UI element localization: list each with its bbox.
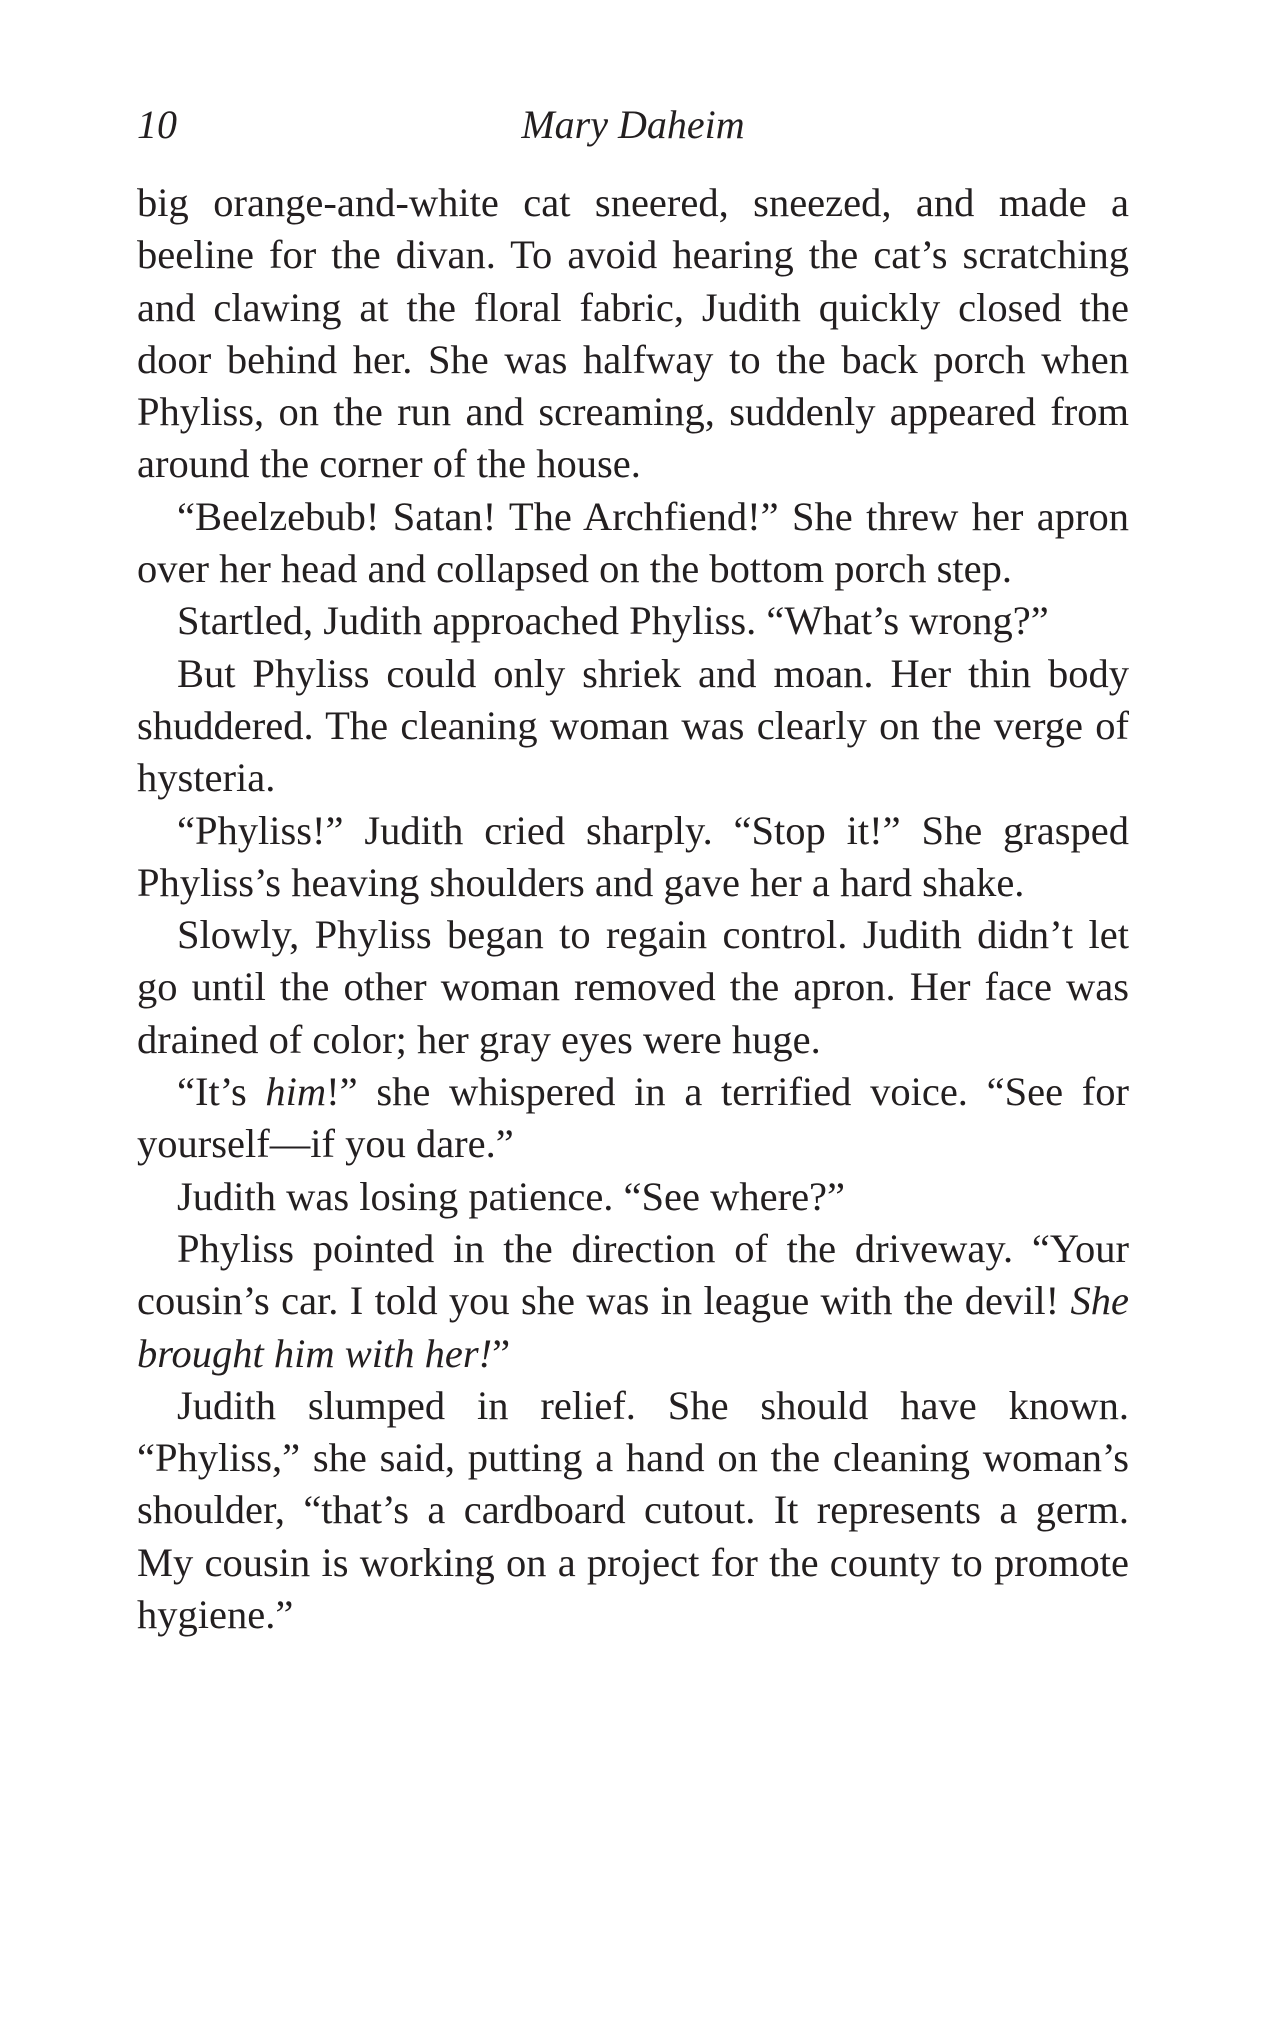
paragraph: Startled, Judith approached Phyliss. “What’s wrong?” <box>177 598 1049 644</box>
body-text <box>137 177 1129 1641</box>
paragraph: But Phyliss could only shriek and moan. Her thin body shuddered. The cleaning woman was clearly on the verge of hysteria. <box>137 650 1129 801</box>
paragraph: Judith was losing patience. “See where?” <box>177 1173 846 1219</box>
paragraph: Judith slumped in relief. She should have known. “Phyliss,” she said, putting a hand on the cleaning woman’s shoulder, “that’s a cardboard cutout. It represents a germ. My cousin is working on a project for the county to promote hygiene.” <box>137 1382 1129 1638</box>
italic-emphasis: him <box>265 1069 327 1115</box>
paragraph: “Phyliss!” Judith cried sharply. “Stop it!” She grasped Phyliss’s heaving shoulders and gave her a hard shake. <box>137 807 1129 905</box>
paragraph-text: Phyliss pointed in the direction of the driveway. “Your cousin’s car. I told you she was in league with the devil! <box>137 1225 1129 1324</box>
paragraph-text: “It’s <box>177 1069 266 1115</box>
paragraph-text: !” she whispered in a terrified voice. “See for yourself—if you dare.” <box>137 1069 1129 1167</box>
paragraph: Slowly, Phyliss began to regain control. Judith didn’t let go until the other woman removed the apron. Her face was drained of color; her gray eyes were huge. <box>137 912 1129 1062</box>
paragraph <box>137 1223 1129 1380</box>
running-header <box>137 95 1129 155</box>
italic-emphasis: She brought him with her! <box>137 1278 1129 1376</box>
author-name: Mary Daheim <box>521 102 745 147</box>
book-page <box>137 95 1129 1641</box>
paragraph-text: ” <box>492 1330 511 1376</box>
paragraph <box>137 1066 1129 1171</box>
paragraph: “Beelzebub! Satan! The Archfiend!” She threw her apron over her head and collapsed on the bottom porch step. <box>137 493 1129 592</box>
paragraph: big orange-and-white cat sneered, sneezed, and made a beeline for the divan. To avoid hearing the cat’s scratching and clawing at the floral fabric, Judith quickly closed the door behind her. She was halfway to the back porch when Phyliss, on the run and screaming, suddenly appeared from around the corner of the house. <box>137 180 1129 487</box>
page-number: 10 <box>137 102 177 147</box>
